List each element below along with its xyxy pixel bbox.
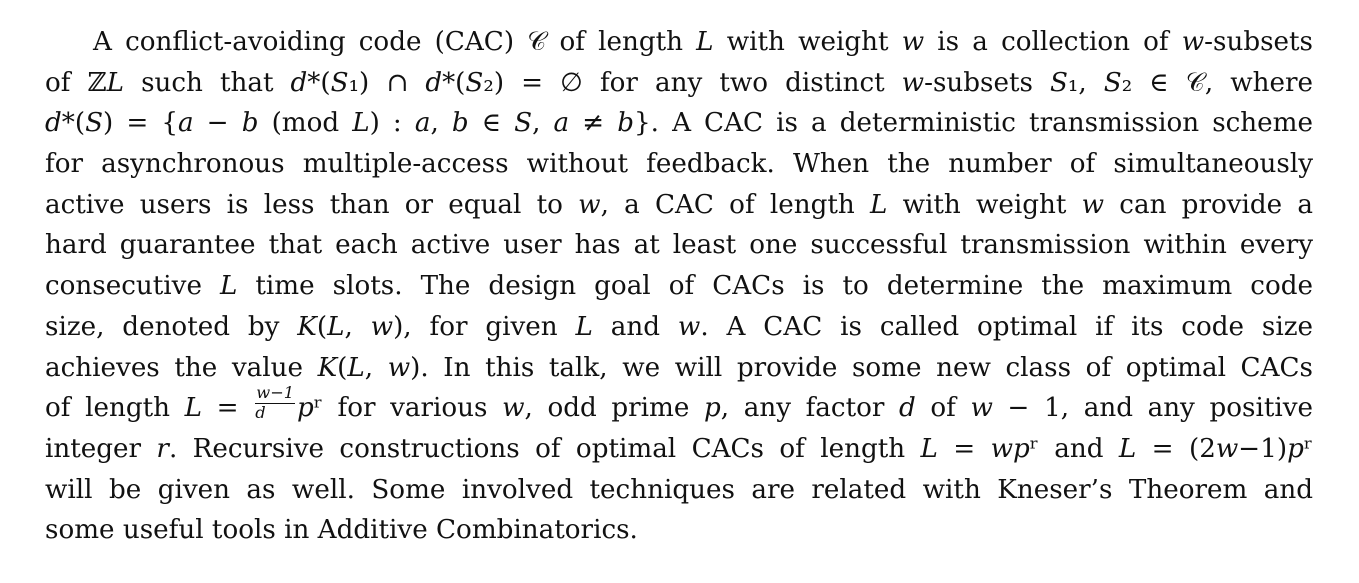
abstract-line-with-fraction xyxy=(45,383,1314,429)
abstract-line: will be given as well. Some involved techniques are related with Kneser’s Theorem and xyxy=(45,474,1313,505)
fraction-numerator: 𝑤−1 xyxy=(256,383,295,403)
abstract-line: integer 𝑟. Recursive constructions of optimal CACs of length 𝐿 = 𝑤𝑝ʳ and 𝐿 = (2𝑤−1)𝑝ʳ xyxy=(45,433,1313,464)
abstract-line: of ℤ𝐿 such that 𝑑*(𝑆₁) ∩ 𝑑*(𝑆₂) = ∅ for any two distinct 𝑤-subsets 𝑆₁, 𝑆₂ ∈ 𝒞, where xyxy=(45,67,1313,98)
fraction-denominator: 𝑑 xyxy=(255,402,266,422)
abstract-line: size, denoted by 𝐾(𝐿, 𝑤), for given 𝐿 and 𝑤. A CAC is called optimal if its code size xyxy=(45,311,1313,342)
fraction xyxy=(255,385,295,421)
abstract-line: active users is less than or equal to 𝑤, a CAC of length 𝐿 with weight 𝑤 can provide a xyxy=(45,189,1313,220)
abstract-line: hard guarantee that each active user has at least one successful transmission within every xyxy=(45,230,1313,261)
abstract-line: some useful tools in Additive Combinatorics. xyxy=(45,515,638,546)
line-segment: 𝑝ʳ for various 𝑤, odd prime 𝑝, any factor 𝑑 of 𝑤 − 1, and any positive xyxy=(297,393,1314,424)
abstract-line: consecutive 𝐿 time slots. The design goal of CACs is to determine the maximum code xyxy=(45,271,1313,302)
abstract-line: 𝑑*(𝑆) = {𝑎 − 𝑏 (mod 𝐿) : 𝑎, 𝑏 ∈ 𝑆, 𝑎 ≠ 𝑏}. A CAC is a deterministic transmission scheme xyxy=(45,108,1313,139)
abstract-line: for asynchronous multiple-access without feedback. When the number of simultaneously xyxy=(45,149,1313,180)
abstract-line: achieves the value 𝐾(𝐿, 𝑤). In this talk, we will provide some new class of optimal CACs xyxy=(45,352,1313,383)
line-segment: of length 𝐿 = xyxy=(45,393,239,424)
abstract-line: A conflict-avoiding code (CAC) 𝒞 of length 𝐿 with weight 𝑤 is a collection of 𝑤-subsets xyxy=(93,27,1313,57)
abstract-paragraph xyxy=(45,22,1313,551)
